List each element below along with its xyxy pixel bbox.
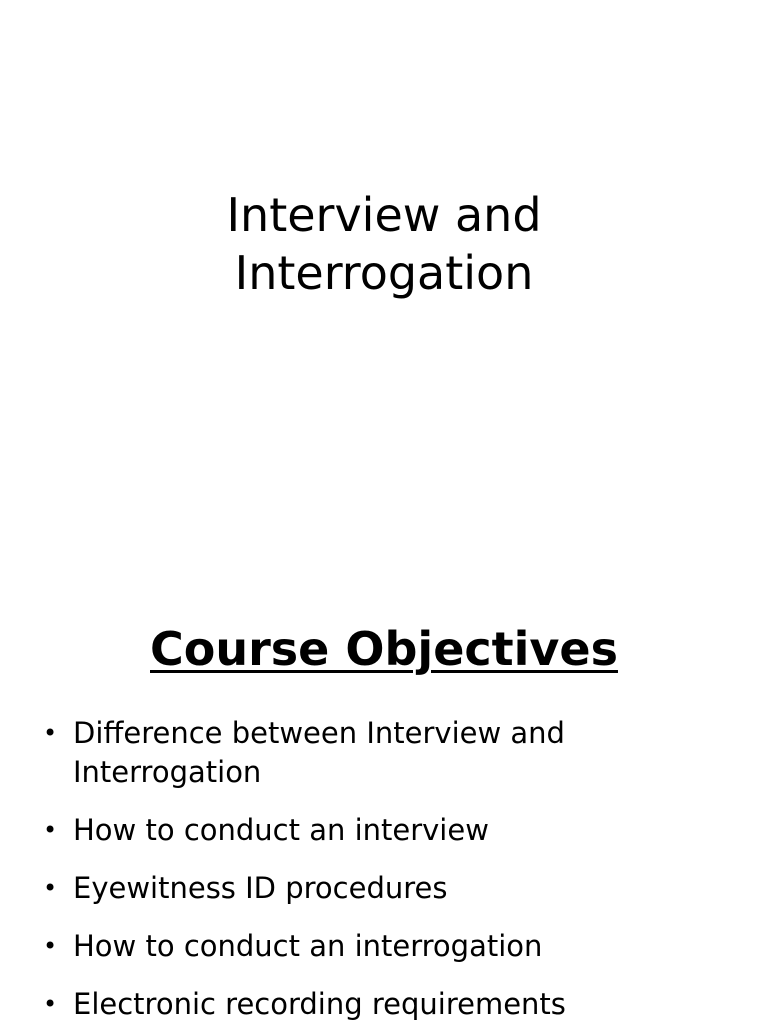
objective-list-item [0,811,768,850]
objective-text: Electronic recording requirements [73,987,566,1021]
bullet-icon: • [43,990,58,1018]
objective-text: Eyewitness ID procedures [73,871,448,905]
objective-list-item [0,714,768,792]
course-objectives-heading: Course Objectives [150,622,618,676]
bullet-icon: • [43,874,58,902]
objective-text: How to conduct an interrogation [73,929,543,963]
bullet-icon: • [43,719,58,747]
objective-list-item [0,869,768,908]
title-line-1: Interview and [226,188,542,242]
objective-list-item [0,985,768,1024]
course-objectives-list [0,714,768,1024]
objective-text: Difference between Interview and Interrogation [73,716,565,789]
objective-text: How to conduct an interview [73,813,489,847]
title-line-2: Interrogation [234,246,534,300]
title-block [0,186,768,302]
objective-list-item [0,927,768,966]
bullet-icon: • [43,932,58,960]
bullet-icon: • [43,816,58,844]
course-objectives-slide [0,576,768,1024]
